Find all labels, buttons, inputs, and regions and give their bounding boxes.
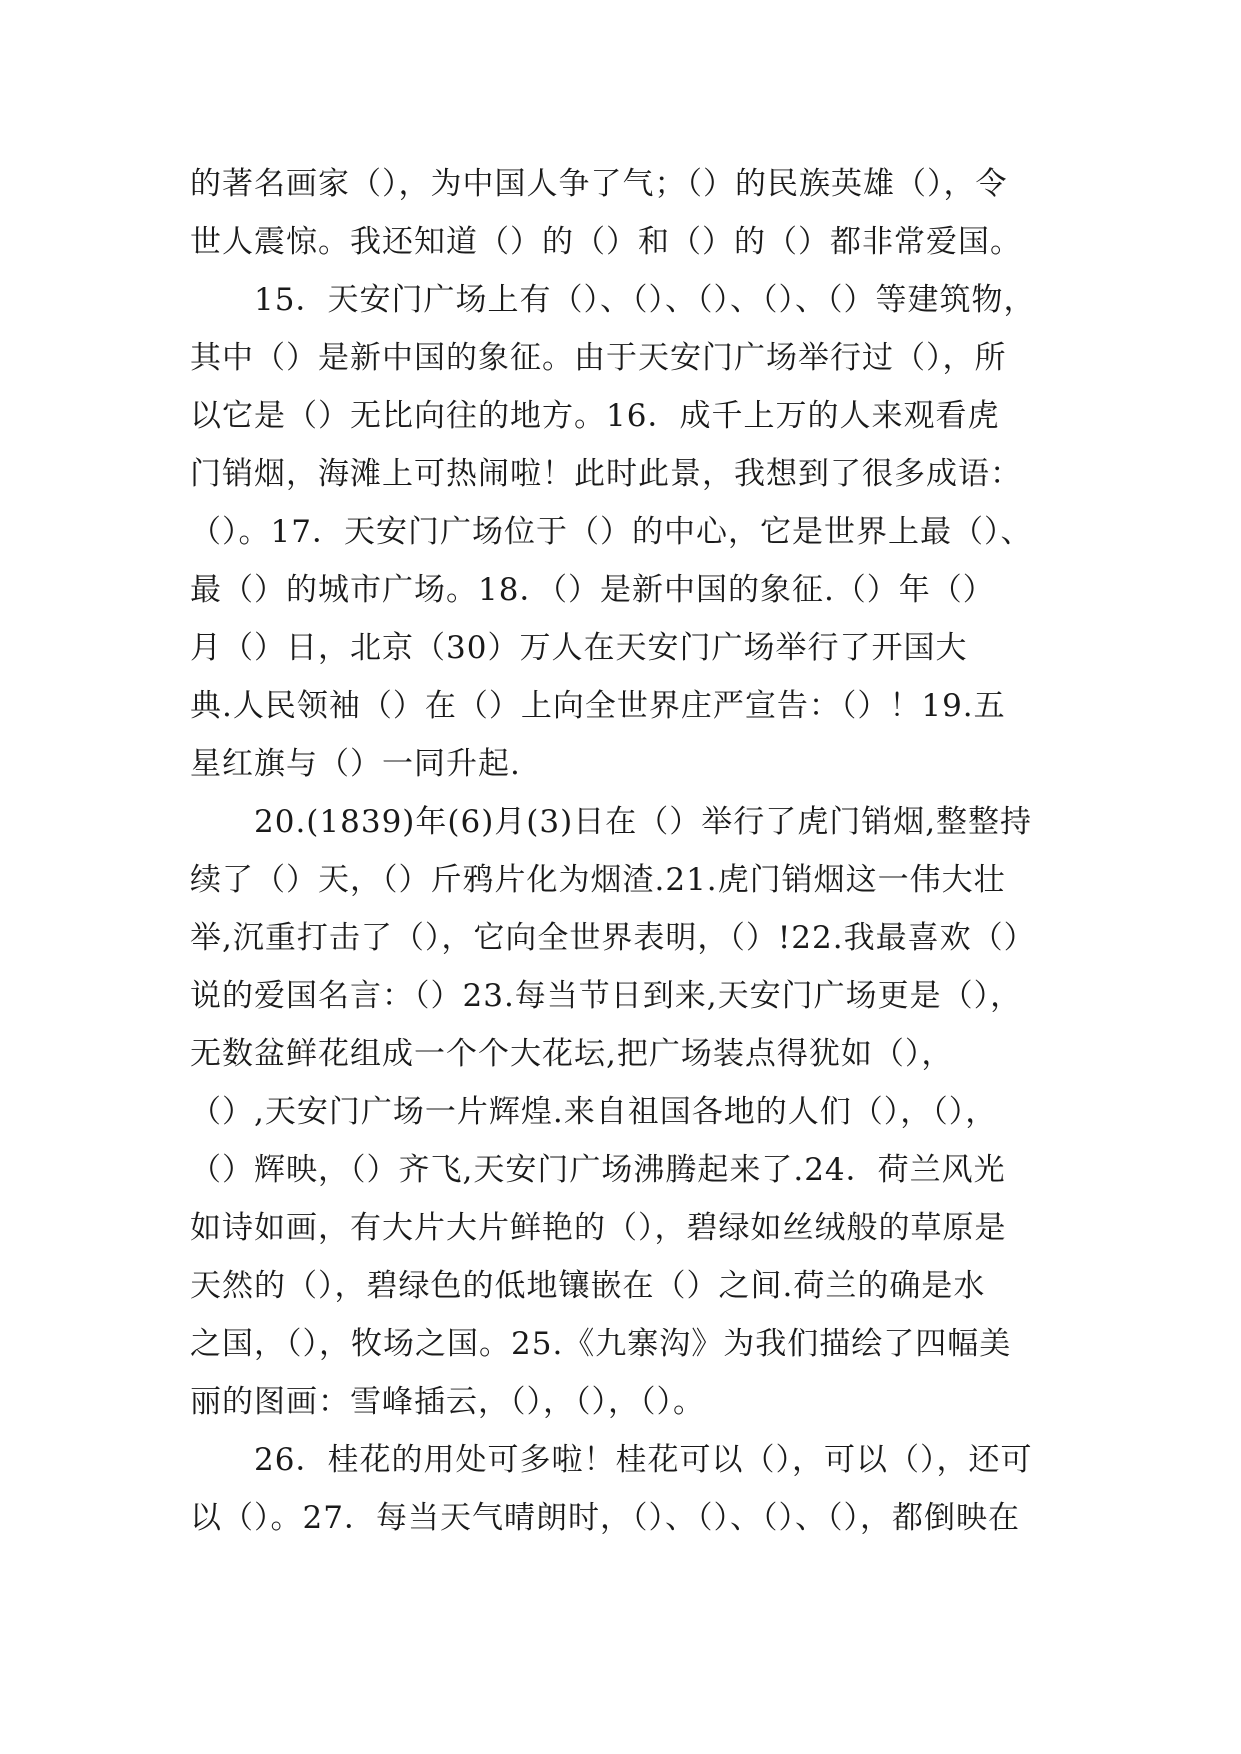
document-body (190, 155, 1070, 1547)
text-line: 之国，（），牧场之国。25.《九寨沟》为我们描绘了四幅美 (190, 1326, 1012, 1362)
text-line: 以（）。27．每当天气晴朗时，（）、（）、（）、（），都倒映在 (190, 1500, 1020, 1536)
paragraph-start-line: 15．天安门广场上有（）、（）、（）、（）、（）等建筑物， (254, 282, 1036, 318)
text-line: 如诗如画，有大片大片鲜艳的（），碧绿如丝绒般的草原是 (190, 1210, 1007, 1246)
text-line: 月（）日，北京（30）万人在天安门广场举行了开国大 (190, 630, 968, 666)
text-line: 天然的（），碧绿色的低地镶嵌在（）之间.荷兰的确是水 (190, 1268, 986, 1304)
text-line: 最（）的城市广场。18．（）是新中国的象征.（）年（） (190, 572, 995, 608)
text-line: 丽的图画：雪峰插云，（），（），（）。 (190, 1384, 705, 1420)
text-line: 世人震惊。我还知道（）的（）和（）的（）都非常爱国。 (190, 224, 1022, 260)
text-line: （）,天安门广场一片辉煌.来自祖国各地的人们（），（）， (190, 1094, 998, 1130)
text-line: （）辉映，（）齐飞,天安门广场沸腾起来了.24．荷兰风光 (190, 1152, 1006, 1188)
text-line: 举,沉重打击了（），它向全世界表明，（）!22.我最喜欢（） (190, 920, 1036, 956)
text-line: 星红旗与（）一同升起. (190, 746, 521, 782)
text-line: 的著名画家（），为中国人争了气；（）的民族英雄（），令 (190, 166, 1008, 202)
text-line: 典.人民领袖（）在（）上向全世界庄严宣告：（）！19.五 (190, 688, 1006, 724)
text-line: 门销烟，海滩上可热闹啦！此时此景，我想到了很多成语： (190, 456, 1022, 492)
paragraph-start-line: 20.(1839)年(6)月(3)日在（）举行了虎门销烟,整整持 (254, 804, 1033, 840)
text-line: 无数盆鲜花组成一个个大花坛,把广场装点得犹如（）， (190, 1036, 954, 1072)
text-line: （）。17．天安门广场位于（）的中心，它是世界上最（）、 (190, 514, 1033, 550)
text-line: 其中（）是新中国的象征。由于天安门广场举行过（），所 (190, 340, 1007, 376)
paragraph-start-line: 26．桂花的用处可多啦！桂花可以（），可以（），还可 (254, 1442, 1033, 1478)
text-line: 以它是（）无比向往的地方。16．成千上万的人来观看虎 (190, 398, 1000, 434)
text-line: 续了（）天，（）斤鸦片化为烟渣.21.虎门销烟这一伟大壮 (190, 862, 1006, 898)
text-line: 说的爱国名言：（）23.每当节日到来,天安门广场更是（）， (190, 978, 1023, 1014)
